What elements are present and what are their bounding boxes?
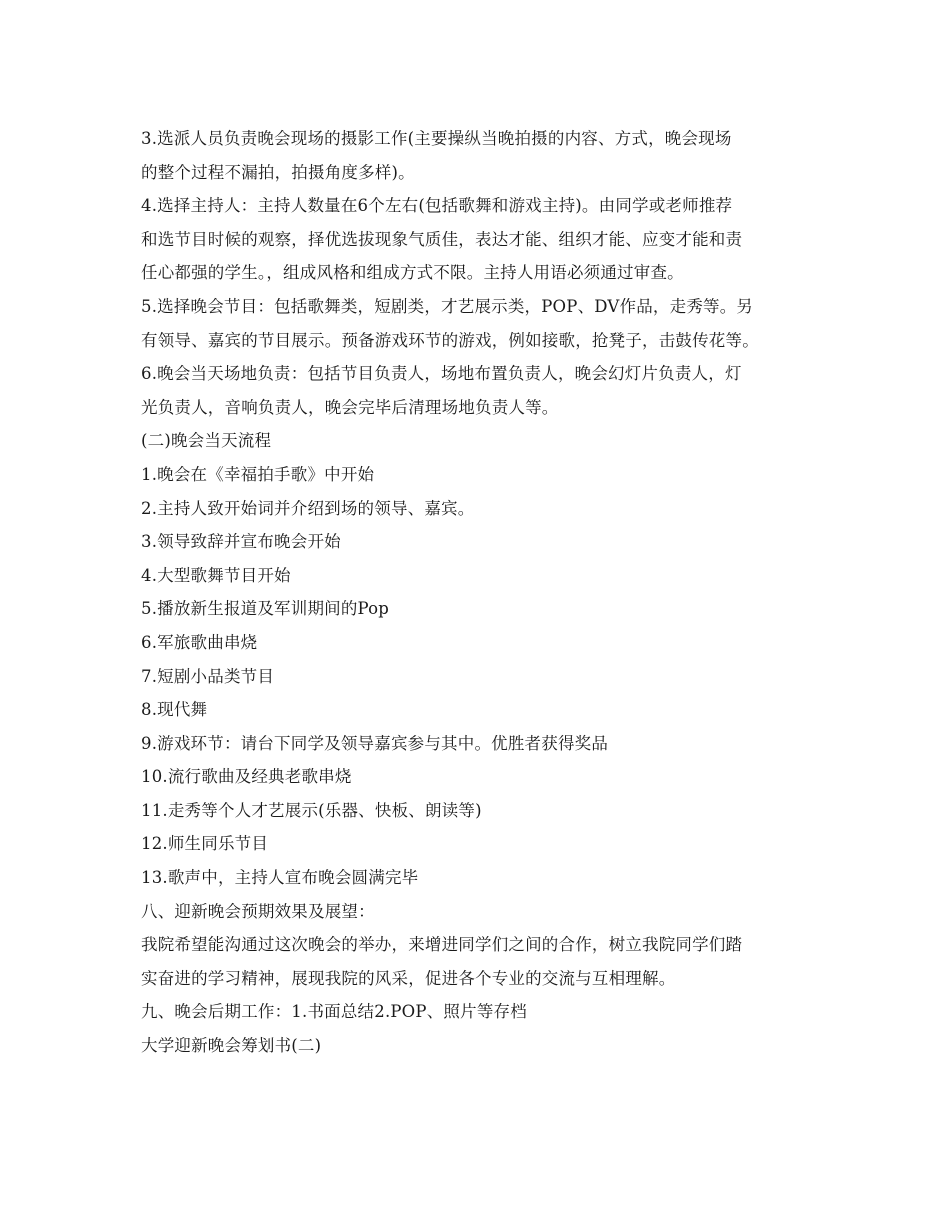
text-line: 4.选择主持人：主持人数量在6个左右(包括歌舞和游戏主持)。由同学或老师推荐 xyxy=(141,196,733,216)
list-item: 11.走秀等个人才艺展示(乐器、快板、朗读等) xyxy=(141,800,482,820)
list-item: 8.现代舞 xyxy=(141,700,208,720)
list-item: 12.师生同乐节目 xyxy=(141,834,269,854)
list-item: 13.歌声中，主持人宣布晚会圆满完毕 xyxy=(141,868,419,888)
list-item: 10.流行歌曲及经典老歌串烧 xyxy=(141,767,352,787)
list-item: 2.主持人致开始词并介绍到场的领导、嘉宾。 xyxy=(141,498,475,518)
section-heading: (二)晚会当天流程 xyxy=(141,431,272,451)
text-line: 3.选派人员负责晚会现场的摄影工作(主要操纵当晚拍摄的内容、方式，晚会现场 xyxy=(141,129,732,148)
text-line: 有领导、嘉宾的节目展示。预备游戏环节的游戏，例如接歌，抢凳子，击鼓传花等。 xyxy=(141,330,759,350)
list-item: 4.大型歌舞节目开始 xyxy=(141,565,291,585)
text-line: 任心都强的学生。，组成风格和组成方式不限。主持人用语必须通过审查。 xyxy=(141,263,684,283)
list-item: 9.游戏环节：请台下同学及领导嘉宾参与其中。优胜者获得奖品 xyxy=(141,733,609,753)
list-item: 7.短剧小品类节目 xyxy=(141,666,275,686)
text-line: 实奋进的学习精神，展现我院的风采，促进各个专业的交流与互相理解。 xyxy=(141,968,676,988)
list-item: 1.晚会在《幸福拍手歌》中开始 xyxy=(141,464,375,484)
text-line: 6.晚会当天场地负责：包括节目负责人，场地布置负责人，晚会幻灯片负责人，灯 xyxy=(141,364,742,384)
text-line: 的整个过程不漏拍，拍摄角度多样)。 xyxy=(141,162,415,182)
text-line: 我院希望能沟通过这次晚会的举办，来增进同学们之间的合作，树立我院同学们踏 xyxy=(141,935,743,955)
text-line: 光负责人，音响负责人，晚会完毕后清理场地负责人等。 xyxy=(141,397,559,417)
list-item: 5.播放新生报道及军训期间的Pop xyxy=(141,599,390,619)
text-line: 5.选择晚会节目：包括歌舞类，短剧类，才艺展示类，POP、DV作品，走秀等。另 xyxy=(141,296,754,316)
section-heading: 八、迎新晚会预期效果及展望： xyxy=(141,901,375,921)
text-line: 和选节目时候的观察，择优选拔现象气质佳，表达才能、组织才能、应变才能和责 xyxy=(141,229,743,249)
document-body xyxy=(141,122,831,1063)
section-heading: 九、晚会后期工作：1.书面总结2.POP、照片等存档 xyxy=(141,1002,527,1022)
list-item: 3.领导致辞并宣布晚会开始 xyxy=(141,532,341,552)
list-item: 6.军旅歌曲串烧 xyxy=(141,632,258,652)
document-subtitle: 大学迎新晚会筹划书(二) xyxy=(141,1036,322,1056)
